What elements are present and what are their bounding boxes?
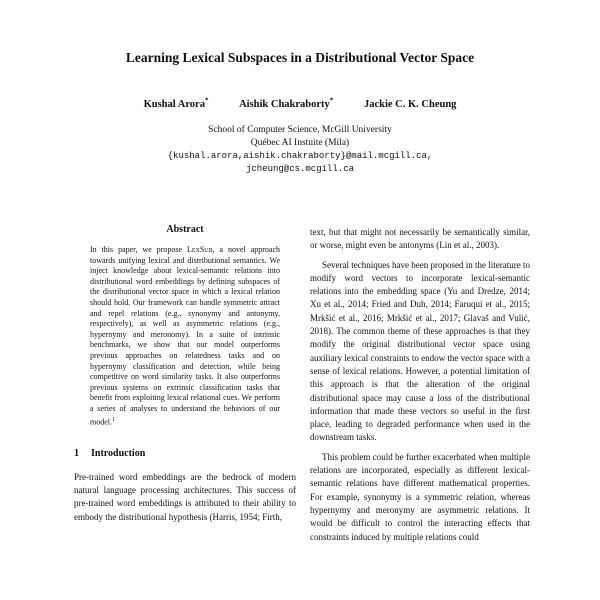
affiliation-line-1: School of Computer Science, McGill University: [208, 125, 392, 135]
introduction-text: [74, 471, 296, 524]
paper-title: Learning Lexical Subspaces in a Distributional Vector Space: [125, 50, 475, 65]
affiliation-line-2: Québec AI Instuite (Mila): [250, 138, 350, 148]
right-column: [310, 226, 530, 544]
footnote-mark: 1: [112, 416, 115, 423]
email-line-1: {kushal.arora,aishik.chakraborty}@mail.mcgill.ca,: [167, 151, 433, 161]
author-name: Kushal Arora: [143, 98, 205, 110]
author-3: [364, 99, 456, 110]
section-title: Introduction: [91, 447, 146, 459]
left-column: [74, 224, 296, 524]
paragraph-1: text, but that might not necessarily be semantically similar, or worse, might even be antonyms (Lin et al., 2003).: [310, 227, 530, 251]
abstract-text-rest: , a novel approach towards unifying lexical and distributional semantics. We inject knowledge about lexical-semantic relations into distributional word embeddings by defining subspaces of the distributional vector space in which a lexical relation should hold. Our framework can handle symmetric attract and repel relations (e.g., synonymy and antonymy, respectively), as well as asymmetric relations (e.g., hypernymy and meronomy). In a suite of intrinsic benchmarks, we show that our model outperforms previous approaches on relatedness tasks and on hypernymy classification and detection, while being competitive on word similarity tasks. It also outperforms previous systems on extrinsic classification tasks that benefit from exploiting lexical relational cues. We perform a series of analyses to understand the behaviors of our model.: [90, 245, 281, 427]
section-heading-introduction: [74, 448, 296, 459]
author-2: [239, 96, 334, 110]
abstract-text: [90, 245, 280, 428]
abstract-text-start: In this paper, we propose: [90, 245, 187, 254]
equal-contribution-mark: *: [329, 96, 334, 104]
author-name: Aishik Chakraborty: [239, 98, 330, 110]
paragraph-2: Several techniques have been proposed in the literature to modify word vectors to incorporate lexical-semantic relations into the embedding space (Yu and Dredze, 2014; Xu et al., 2014; Fried and Duh, 2014; Faruqui et al., 2015; Mrkšić et al., 2016; Mrkšić et al., 2017; Glavaš and Vulić, 2018). The common theme of these approaches is that they modify the original distributional vector space using auxiliary lexical constraints to endow the vector space with a sense of lexical relations. However, a potential limitation of this approach is that the alteration of the original distributional space may cause a loss of the distributional information that made these vectors so useful in the first place, leading to degraded performance when used in the downstream tasks.: [310, 259, 530, 443]
section-number: 1: [74, 447, 79, 459]
affiliation-block: [0, 124, 600, 176]
abstract-heading: Abstract: [166, 224, 204, 235]
equal-contribution-mark: *: [204, 96, 209, 104]
email-line-2: jcheung@cs.mcgill.ca: [245, 164, 355, 174]
paragraph-3: This problem could be further exacerbated when multiple relations are incorporated, especially as different lexical-semantic relations have different mathematical properties. For example, synonymy is a symmetric relation, whereas hypernymy and meronymy are asymmetric relations. It would be difficult to control the interacting effects that constraints induced by multiple relations could: [310, 451, 530, 542]
author-list: [0, 96, 600, 110]
author-1: [143, 96, 209, 110]
author-name: Jackie C. K. Cheung: [363, 98, 457, 110]
system-name: LexSub: [186, 245, 213, 254]
introduction-paragraph: Pre-trained word embeddings are the bedrock of modern natural language processing architectures. This success of pre-trained word embeddings is attributed to their ability to embody the distributional hypothesis (Harris, 1954; Firth,: [74, 471, 296, 522]
